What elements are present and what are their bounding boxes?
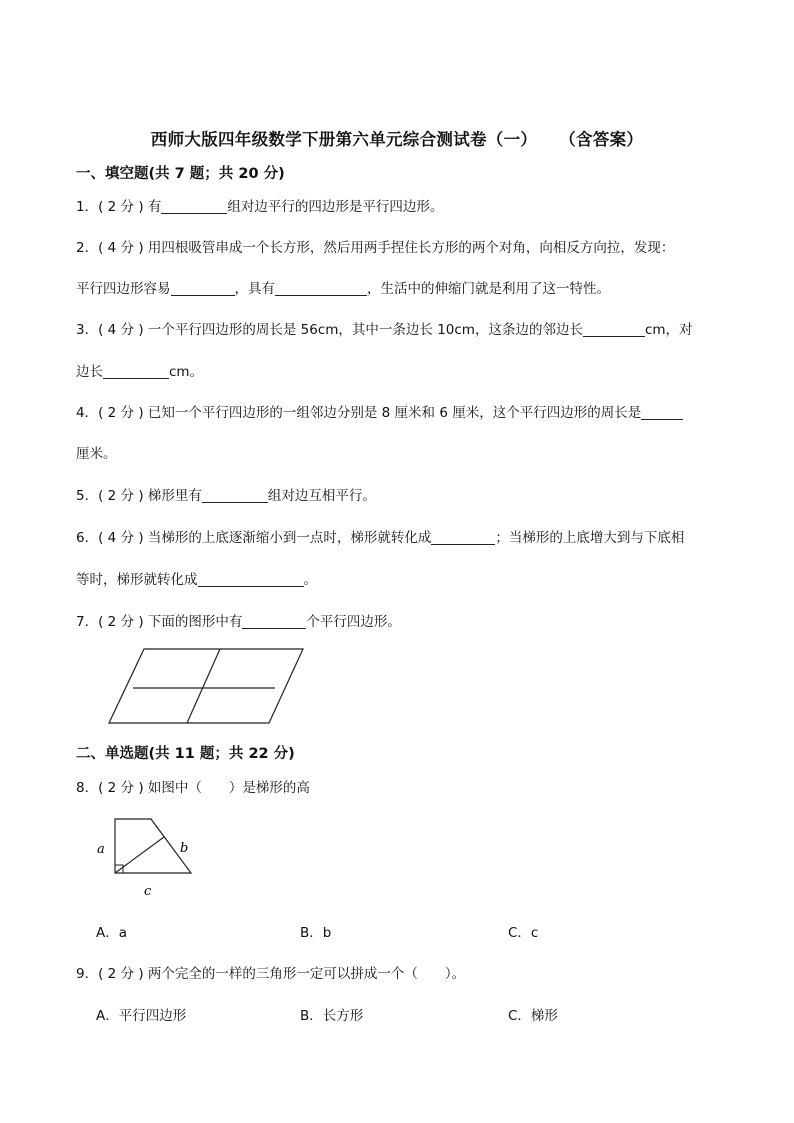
trapezoid-figure (90, 810, 200, 900)
answer-blank[interactable] (242, 614, 306, 629)
question-6-line-2: 等时，梯形就转化成 。 (76, 572, 317, 588)
answer-blank[interactable] (171, 281, 235, 296)
answer-blank[interactable] (202, 488, 268, 503)
answer-blank[interactable] (431, 530, 495, 545)
question-3-line-2: 边长 cm。 (76, 364, 204, 380)
question-4-line-2: 厘米。 (76, 446, 117, 462)
title-suffix: （含答案） (559, 130, 644, 149)
option-c[interactable]: C．c (508, 925, 539, 941)
option-b[interactable]: B．b (300, 925, 332, 941)
option-c[interactable]: C．梯形 (508, 1008, 558, 1024)
section-choice-heading: 二、单选题(共 11 题；共 22 分) (76, 746, 295, 762)
question-5: 5．( 2 分 ) 梯形里有 组对边互相平行。 (76, 488, 376, 504)
option-a[interactable]: A．a (96, 925, 128, 941)
slanted-divider (187, 649, 220, 723)
height-segment (115, 837, 164, 873)
label-b: b (180, 841, 189, 856)
question-8: 8．( 2 分 ) 如图中（ ）是梯形的高 (76, 780, 310, 796)
title-main: 西师大版四年级数学下册第六单元综合测试卷（一） (150, 130, 538, 149)
section-fill-heading: 一、填空题(共 7 题；共 20 分) (76, 166, 285, 182)
question-9: 9．( 2 分 ) 两个完全的一样的三角形一定可以拼成一个（ ）。 (76, 966, 466, 982)
question-2-line-1: 2．( 4 分 ) 用四根吸管串成一个长方形，然后用两手捏住长方形的两个对角，向相反方向拉，发现： (76, 240, 675, 256)
question-6-line-1: 6．( 4 分 ) 当梯形的上底逐渐缩小到一点时，梯形就转化成 ；当梯形的上底增大到与下底相 (76, 530, 685, 546)
label-c: c (144, 884, 152, 899)
answer-blank[interactable] (198, 572, 304, 587)
option-a[interactable]: A．平行四边形 (96, 1008, 187, 1024)
question-3-line-1: 3．( 4 分 ) 一个平行四边形的周长是 56cm，其中一条边长 10cm，这条边的邻边长 cm，对 (76, 322, 693, 338)
answer-blank[interactable] (583, 322, 645, 337)
question-4-line-1: 4．( 2 分 ) 已知一个平行四边形的一组邻边分别是 8 厘米和 6 厘米，这个平行四边形的周长是 (76, 401, 683, 421)
answer-blank[interactable] (641, 405, 683, 420)
answer-blank[interactable] (161, 199, 227, 214)
parallelogram-figure (100, 640, 310, 730)
parallelogram-outline (109, 649, 303, 723)
question-2-line-2: 平行四边形容易 ，具有 ，生活中的伸缩门就是利用了这一特性。 (76, 281, 610, 297)
option-b[interactable]: B．长方形 (300, 1008, 364, 1024)
answer-blank[interactable] (103, 364, 169, 379)
page-title (0, 126, 794, 150)
question-1: 1．( 2 分 ) 有 组对边平行的四边形是平行四边形。 (76, 199, 444, 215)
answer-blank[interactable] (275, 281, 367, 296)
question-7: 7．( 2 分 ) 下面的图形中有 个平行四边形。 (76, 614, 401, 630)
label-a: a (97, 842, 105, 857)
